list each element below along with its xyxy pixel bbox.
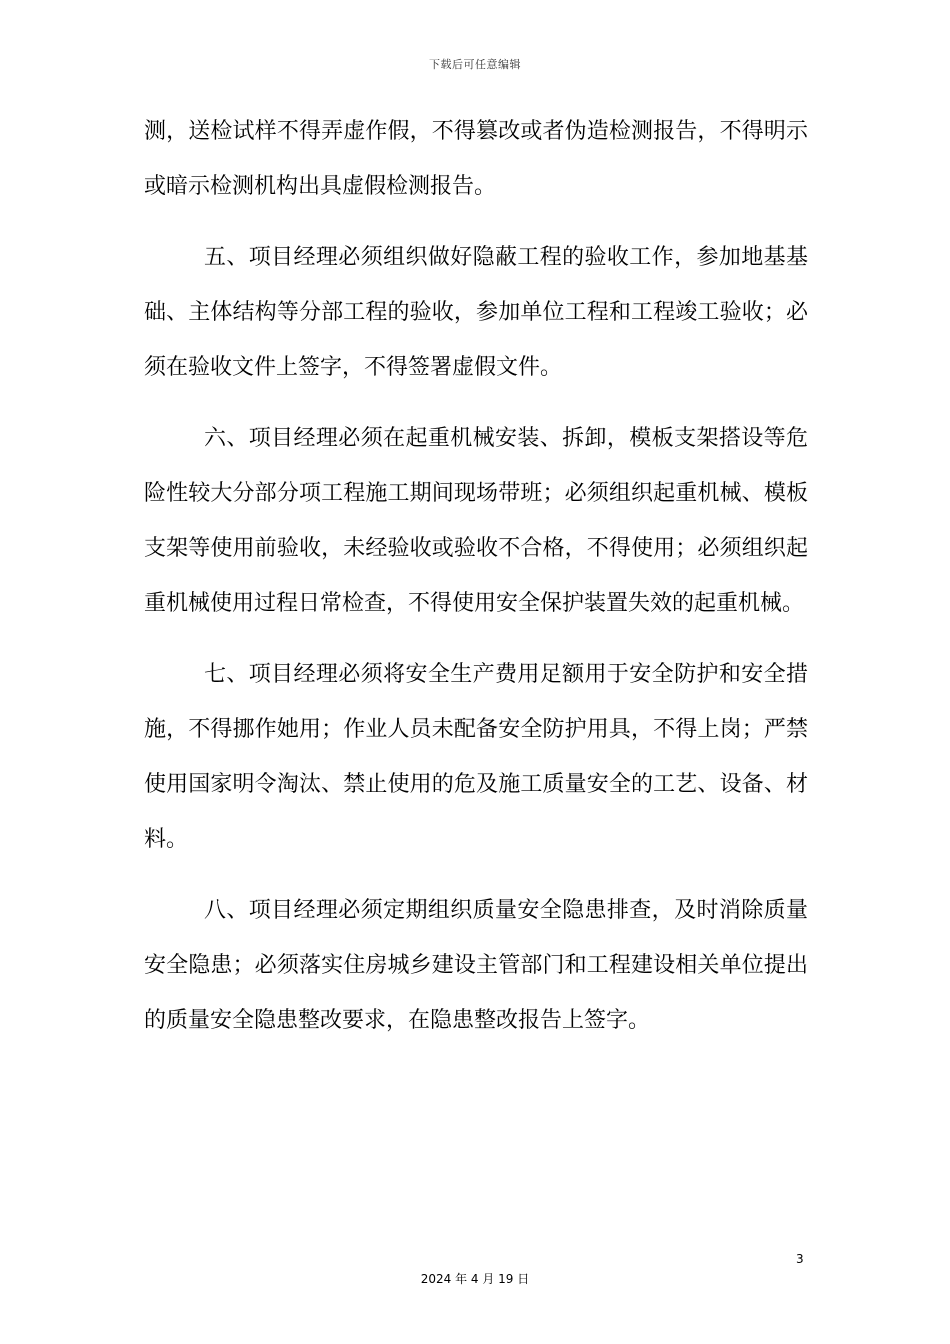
paragraph-item-5: 五、项目经理必须组织做好隐蔽工程的验收工作，参加地基基础、主体结构等分部工程的验收，参加单位工程和工程竣工验收；必须在验收文件上签字，不得签署虚假文件。	[144, 245, 808, 380]
header-note: 下载后可任意编辑	[429, 58, 521, 71]
paragraph-item-6: 六、项目经理必须在起重机械安装、拆卸，模板支架搭设等危险性较大分部分项工程施工期间现场带班；必须组织起重机械、模板支架等使用前验收，未经验收或验收不合格，不得使用；必须组织起重机械使用过程日常检查，不得使用安全保护装置失效的起重机械。	[144, 426, 808, 616]
paragraph-continuation: 测，送检试样不得弄虚作假，不得篡改或者伪造检测报告，不得明示或暗示检测机构出具虚假检测报告。	[144, 119, 808, 199]
paragraph-gap	[144, 631, 808, 647]
footer-date: 2024 年 4 月 19 日	[420, 1272, 530, 1286]
document-body	[144, 104, 808, 1048]
page-number: 3	[796, 1252, 804, 1266]
paragraph-item-7: 七、项目经理必须将安全生产费用足额用于安全防护和安全措施，不得挪作她用；作业人员未配备安全防护用具，不得上岗；严禁使用国家明令淘汰、禁止使用的危及施工质量安全的工艺、设备、材料。	[144, 662, 808, 852]
paragraph-gap	[144, 214, 808, 230]
paragraph-gap	[144, 867, 808, 883]
paragraph-gap	[144, 395, 808, 411]
paragraph-item-8: 八、项目经理必须定期组织质量安全隐患排查，及时消除质量安全隐患；必须落实住房城乡建设主管部门和工程建设相关单位提出的质量安全隐患整改要求，在隐患整改报告上签字。	[144, 898, 808, 1033]
